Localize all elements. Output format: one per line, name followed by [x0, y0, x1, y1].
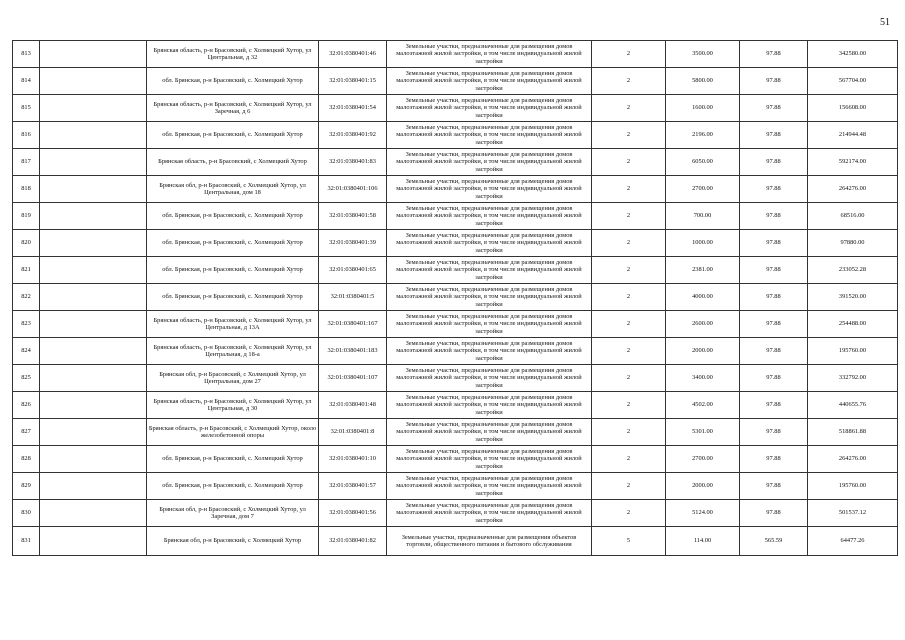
- area-cell: 4000.00: [666, 284, 740, 311]
- table-row: [13, 473, 898, 500]
- cadastral-value-cell: 342580.00: [808, 41, 898, 68]
- area-cell: 2381.00: [666, 257, 740, 284]
- table-row: [13, 419, 898, 446]
- area-cell: 2000.00: [666, 473, 740, 500]
- table-row: [13, 365, 898, 392]
- cadastral-number-cell: 32:01:0380401:39: [319, 230, 387, 257]
- land-use-cell: Земельные участки, предназначенные для размещения домов малоэтажной жилой застройки, в том числе индивидуальной жилой застройки: [387, 41, 592, 68]
- land-use-cell: Земельные участки, предназначенные для размещения домов малоэтажной жилой застройки, в том числе индивидуальной жилой застройки: [387, 230, 592, 257]
- cadastral-number-cell: 32:01:0380401:8: [319, 419, 387, 446]
- unit-price-cell: 97.88: [740, 149, 808, 176]
- row-number-cell: 824: [13, 338, 40, 365]
- cadastral-value-cell: 264276.00: [808, 176, 898, 203]
- address-cell: Брянская область, р-н Брасовский, с Холмецкий Хутор, ул Заречная, д 6: [147, 95, 319, 122]
- row-number-cell: 817: [13, 149, 40, 176]
- unit-price-cell: 97.88: [740, 95, 808, 122]
- category-cell: 2: [592, 95, 666, 122]
- address-cell: Брянская область, р-н Брасовский, с Холмецкий Хутор, около железобетонной опоры: [147, 419, 319, 446]
- land-use-cell: Земельные участки, предназначенные для размещения объектов торговли, общественного питания и бытового обслуживания: [387, 527, 592, 556]
- category-cell: 2: [592, 68, 666, 95]
- land-use-cell: Земельные участки, предназначенные для размещения домов малоэтажной жилой застройки, в том числе индивидуальной жилой застройки: [387, 500, 592, 527]
- unit-price-cell: 97.88: [740, 473, 808, 500]
- unit-price-cell: 97.88: [740, 338, 808, 365]
- row-number-cell: 814: [13, 68, 40, 95]
- category-cell: 2: [592, 203, 666, 230]
- address-cell: Брянская область, р-н Брасовский, с Холмецкий Хутор, ул Центральная, д 32: [147, 41, 319, 68]
- category-cell: 2: [592, 284, 666, 311]
- cadastral-number-cell: 32:01:0380401:5: [319, 284, 387, 311]
- row-number-cell: 825: [13, 365, 40, 392]
- unit-price-cell: 97.88: [740, 419, 808, 446]
- cadastral-number-cell: 32:01:0380401:54: [319, 95, 387, 122]
- area-cell: 1000.00: [666, 230, 740, 257]
- blank-cell: [40, 338, 147, 365]
- land-use-cell: Земельные участки, предназначенные для размещения домов малоэтажной жилой застройки, в том числе индивидуальной жилой застройки: [387, 257, 592, 284]
- table-row: [13, 68, 898, 95]
- area-cell: 3400.00: [666, 365, 740, 392]
- row-number-cell: 816: [13, 122, 40, 149]
- row-number-cell: 813: [13, 41, 40, 68]
- address-cell: Брянская обл, р-н Брасовский, с Холмецкий Хутор, ул Центральная, дом 18: [147, 176, 319, 203]
- row-number-cell: 822: [13, 284, 40, 311]
- blank-cell: [40, 176, 147, 203]
- table-row: [13, 392, 898, 419]
- address-cell: обл. Брянская, р-н Брасовский, с. Холмецкий Хутор: [147, 446, 319, 473]
- land-use-cell: Земельные участки, предназначенные для размещения домов малоэтажной жилой застройки, в том числе индивидуальной жилой застройки: [387, 203, 592, 230]
- table-row: [13, 203, 898, 230]
- category-cell: 2: [592, 338, 666, 365]
- land-use-cell: Земельные участки, предназначенные для размещения домов малоэтажной жилой застройки, в том числе индивидуальной жилой застройки: [387, 419, 592, 446]
- unit-price-cell: 97.88: [740, 257, 808, 284]
- row-number-cell: 830: [13, 500, 40, 527]
- table-row: [13, 149, 898, 176]
- unit-price-cell: 565.59: [740, 527, 808, 556]
- table-row: [13, 311, 898, 338]
- land-registry-table: [12, 40, 898, 556]
- cadastral-number-cell: 32:01:0380401:57: [319, 473, 387, 500]
- row-number-cell: 826: [13, 392, 40, 419]
- unit-price-cell: 97.88: [740, 284, 808, 311]
- cadastral-value-cell: 97880.00: [808, 230, 898, 257]
- cadastral-number-cell: 32:01:0380401:92: [319, 122, 387, 149]
- cadastral-value-cell: 501537.12: [808, 500, 898, 527]
- category-cell: 2: [592, 419, 666, 446]
- address-cell: обл. Брянская, р-н Брасовский, с. Холмецкий Хутор: [147, 68, 319, 95]
- row-number-cell: 828: [13, 446, 40, 473]
- unit-price-cell: 97.88: [740, 41, 808, 68]
- cadastral-value-cell: 195760.00: [808, 473, 898, 500]
- row-number-cell: 831: [13, 527, 40, 556]
- area-cell: 6050.00: [666, 149, 740, 176]
- table-row: [13, 446, 898, 473]
- cadastral-value-cell: 156608.00: [808, 95, 898, 122]
- blank-cell: [40, 500, 147, 527]
- category-cell: 2: [592, 176, 666, 203]
- blank-cell: [40, 203, 147, 230]
- blank-cell: [40, 41, 147, 68]
- unit-price-cell: 97.88: [740, 230, 808, 257]
- row-number-cell: 829: [13, 473, 40, 500]
- cadastral-value-cell: 214944.48: [808, 122, 898, 149]
- unit-price-cell: 97.88: [740, 446, 808, 473]
- blank-cell: [40, 365, 147, 392]
- category-cell: 5: [592, 527, 666, 556]
- land-use-cell: Земельные участки, предназначенные для размещения домов малоэтажной жилой застройки, в том числе индивидуальной жилой застройки: [387, 311, 592, 338]
- address-cell: Брянская область, р-н Брасовский, с Холмецкий Хутор: [147, 149, 319, 176]
- page-number: 51: [880, 17, 890, 28]
- address-cell: обл. Брянская, р-н Брасовский, с. Холмецкий Хутор: [147, 230, 319, 257]
- cadastral-number-cell: 32:01:0380401:83: [319, 149, 387, 176]
- row-number-cell: 821: [13, 257, 40, 284]
- blank-cell: [40, 122, 147, 149]
- blank-cell: [40, 473, 147, 500]
- cadastral-value-cell: 64477.26: [808, 527, 898, 556]
- land-use-cell: Земельные участки, предназначенные для размещения домов малоэтажной жилой застройки, в том числе индивидуальной жилой застройки: [387, 446, 592, 473]
- area-cell: 2700.00: [666, 446, 740, 473]
- blank-cell: [40, 95, 147, 122]
- row-number-cell: 819: [13, 203, 40, 230]
- area-cell: 2000.00: [666, 338, 740, 365]
- area-cell: 1600.00: [666, 95, 740, 122]
- area-cell: 2700.00: [666, 176, 740, 203]
- address-cell: обл. Брянская, р-н Брасовский, с. Холмецкий Хутор: [147, 473, 319, 500]
- address-cell: обл. Брянская, р-н Брасовский, с. Холмецкий Хутор: [147, 284, 319, 311]
- table-row: [13, 257, 898, 284]
- area-cell: 3500.00: [666, 41, 740, 68]
- area-cell: 5124.00: [666, 500, 740, 527]
- land-use-cell: Земельные участки, предназначенные для размещения домов малоэтажной жилой застройки, в том числе индивидуальной жилой застройки: [387, 122, 592, 149]
- blank-cell: [40, 68, 147, 95]
- unit-price-cell: 97.88: [740, 365, 808, 392]
- unit-price-cell: 97.88: [740, 176, 808, 203]
- blank-cell: [40, 257, 147, 284]
- row-number-cell: 820: [13, 230, 40, 257]
- cadastral-number-cell: 32:01:0380401:106: [319, 176, 387, 203]
- address-cell: Брянская обл, р-н Брасовский, с Холмецкий Хутор: [147, 527, 319, 556]
- unit-price-cell: 97.88: [740, 68, 808, 95]
- address-cell: Брянская обл, р-н Брасовский, с Холмецкий Хутор, ул Центральная, дом 27: [147, 365, 319, 392]
- cadastral-number-cell: 32:01:0380401:65: [319, 257, 387, 284]
- cadastral-number-cell: 32:01:0380401:10: [319, 446, 387, 473]
- address-cell: Брянская обл, р-н Брасовский, с Холмецкий Хутор, ул Заречная, дом 7: [147, 500, 319, 527]
- area-cell: 2196.00: [666, 122, 740, 149]
- area-cell: 114.00: [666, 527, 740, 556]
- cadastral-value-cell: 68516.00: [808, 203, 898, 230]
- cadastral-value-cell: 233052.28: [808, 257, 898, 284]
- row-number-cell: 818: [13, 176, 40, 203]
- blank-cell: [40, 527, 147, 556]
- category-cell: 2: [592, 473, 666, 500]
- land-use-cell: Земельные участки, предназначенные для размещения домов малоэтажной жилой застройки, в том числе индивидуальной жилой застройки: [387, 95, 592, 122]
- row-number-cell: 815: [13, 95, 40, 122]
- table-row: [13, 338, 898, 365]
- land-use-cell: Земельные участки, предназначенные для размещения домов малоэтажной жилой застройки, в том числе индивидуальной жилой застройки: [387, 68, 592, 95]
- unit-price-cell: 97.88: [740, 122, 808, 149]
- cadastral-value-cell: 567704.00: [808, 68, 898, 95]
- land-use-cell: Земельные участки, предназначенные для размещения домов малоэтажной жилой застройки, в том числе индивидуальной жилой застройки: [387, 338, 592, 365]
- cadastral-value-cell: 195760.00: [808, 338, 898, 365]
- area-cell: 4502.00: [666, 392, 740, 419]
- category-cell: 2: [592, 500, 666, 527]
- address-cell: Брянская область, р-н Брасовский, с Холмецкий Хутор, ул Центральная, д 30: [147, 392, 319, 419]
- cadastral-value-cell: 440655.76: [808, 392, 898, 419]
- cadastral-number-cell: 32:01:0380401:48: [319, 392, 387, 419]
- unit-price-cell: 97.88: [740, 392, 808, 419]
- unit-price-cell: 97.88: [740, 311, 808, 338]
- area-cell: 700.00: [666, 203, 740, 230]
- blank-cell: [40, 446, 147, 473]
- cadastral-number-cell: 32:01:0380401:46: [319, 41, 387, 68]
- category-cell: 2: [592, 311, 666, 338]
- category-cell: 2: [592, 41, 666, 68]
- category-cell: 2: [592, 365, 666, 392]
- address-cell: Брянская область, р-н Брасовский, с Холмецкий Хутор, ул Центральная, д 13А: [147, 311, 319, 338]
- blank-cell: [40, 284, 147, 311]
- unit-price-cell: 97.88: [740, 203, 808, 230]
- category-cell: 2: [592, 446, 666, 473]
- address-cell: Брянская область, р-н Брасовский, с Холмецкий Хутор, ул Центральная, д 18-а: [147, 338, 319, 365]
- blank-cell: [40, 230, 147, 257]
- table-row: [13, 41, 898, 68]
- unit-price-cell: 97.88: [740, 500, 808, 527]
- cadastral-number-cell: 32:01:0380401:58: [319, 203, 387, 230]
- table-row: [13, 527, 898, 556]
- address-cell: обл. Брянская, р-н Брасовский, с. Холмецкий Хутор: [147, 122, 319, 149]
- blank-cell: [40, 392, 147, 419]
- blank-cell: [40, 311, 147, 338]
- cadastral-number-cell: 32:01:0380401:107: [319, 365, 387, 392]
- table-row: [13, 500, 898, 527]
- land-use-cell: Земельные участки, предназначенные для размещения домов малоэтажной жилой застройки, в том числе индивидуальной жилой застройки: [387, 365, 592, 392]
- land-use-cell: Земельные участки, предназначенные для размещения домов малоэтажной жилой застройки, в том числе индивидуальной жилой застройки: [387, 392, 592, 419]
- category-cell: 2: [592, 230, 666, 257]
- land-use-cell: Земельные участки, предназначенные для размещения домов малоэтажной жилой застройки, в том числе индивидуальной жилой застройки: [387, 284, 592, 311]
- category-cell: 2: [592, 392, 666, 419]
- land-use-cell: Земельные участки, предназначенные для размещения домов малоэтажной жилой застройки, в том числе индивидуальной жилой застройки: [387, 149, 592, 176]
- table-row: [13, 95, 898, 122]
- land-use-cell: Земельные участки, предназначенные для размещения домов малоэтажной жилой застройки, в том числе индивидуальной жилой застройки: [387, 176, 592, 203]
- cadastral-value-cell: 254488.00: [808, 311, 898, 338]
- table-row: [13, 122, 898, 149]
- table-row: [13, 176, 898, 203]
- cadastral-number-cell: 32:01:0380401:56: [319, 500, 387, 527]
- table-row: [13, 284, 898, 311]
- area-cell: 2600.00: [666, 311, 740, 338]
- address-cell: обл. Брянская, р-н Брасовский, с. Холмецкий Хутор: [147, 257, 319, 284]
- area-cell: 5800.00: [666, 68, 740, 95]
- cadastral-number-cell: 32:01:0380401:82: [319, 527, 387, 556]
- cadastral-value-cell: 391520.00: [808, 284, 898, 311]
- cadastral-number-cell: 32:01:0380401:183: [319, 338, 387, 365]
- row-number-cell: 827: [13, 419, 40, 446]
- category-cell: 2: [592, 257, 666, 284]
- row-number-cell: 823: [13, 311, 40, 338]
- cadastral-number-cell: 32:01:0380401:15: [319, 68, 387, 95]
- table-row: [13, 230, 898, 257]
- category-cell: 2: [592, 149, 666, 176]
- category-cell: 2: [592, 122, 666, 149]
- cadastral-value-cell: 332792.00: [808, 365, 898, 392]
- blank-cell: [40, 149, 147, 176]
- cadastral-value-cell: 264276.00: [808, 446, 898, 473]
- cadastral-number-cell: 32:01:0380401:167: [319, 311, 387, 338]
- land-use-cell: Земельные участки, предназначенные для размещения домов малоэтажной жилой застройки, в том числе индивидуальной жилой застройки: [387, 473, 592, 500]
- cadastral-value-cell: 518861.88: [808, 419, 898, 446]
- address-cell: обл. Брянская, р-н Брасовский, с. Холмецкий Хутор: [147, 203, 319, 230]
- area-cell: 5301.00: [666, 419, 740, 446]
- blank-cell: [40, 419, 147, 446]
- registry-body: [13, 41, 898, 556]
- cadastral-value-cell: 592174.00: [808, 149, 898, 176]
